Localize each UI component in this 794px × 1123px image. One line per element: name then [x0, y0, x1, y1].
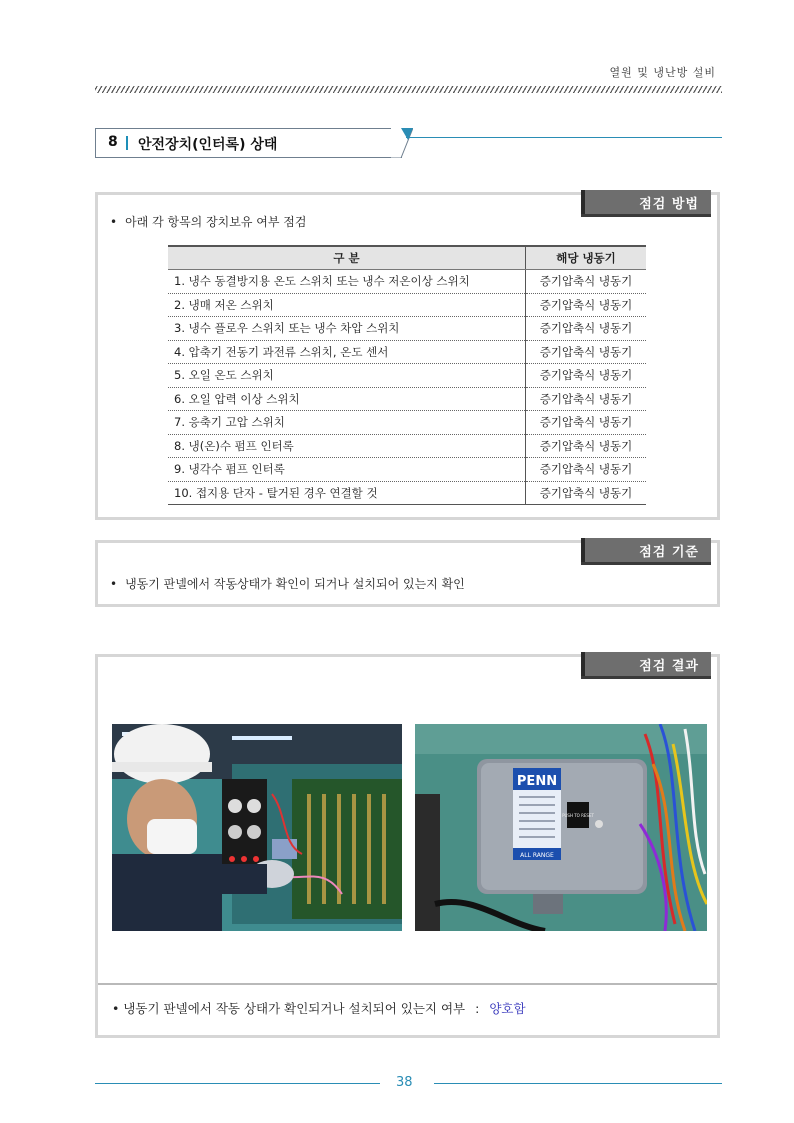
table-row	[168, 364, 646, 388]
table-cell-item: 7. 응축기 고압 스위치	[168, 411, 526, 435]
table-cell-item: 6. 오일 압력 이상 스위치	[168, 387, 526, 411]
reset-button-text: PUSH TO RESET	[562, 813, 594, 818]
table-row	[168, 387, 646, 411]
criteria-bullet	[110, 575, 465, 592]
footer-rule-left	[95, 1083, 380, 1084]
table-row	[168, 481, 646, 505]
method-bullet-text: 아래 각 항목의 장치보유 여부 점검	[125, 215, 307, 229]
table-cell-chiller: 증기압축식 냉동기	[526, 340, 647, 364]
section-divider-bar	[126, 136, 128, 150]
section-title: 안전장치(인터록) 상태	[138, 137, 278, 153]
bullet-icon: •	[110, 577, 118, 591]
table-cell-chiller: 증기압축식 냉동기	[526, 317, 647, 341]
penn-pressure-switch-photo	[415, 724, 707, 931]
table-row	[168, 293, 646, 317]
table-cell-item: 2. 냉매 저온 스위치	[168, 293, 526, 317]
running-header: 열원 및 냉난방 설비	[609, 66, 716, 79]
table-row	[168, 434, 646, 458]
table-cell-chiller: 증기압축식 냉동기	[526, 293, 647, 317]
section-title-arrow-icon	[391, 128, 413, 158]
table-cell-item: 10. 접지용 단자 - 탈거된 경우 연결할 것	[168, 481, 526, 505]
table-cell-chiller: 증기압축식 냉동기	[526, 434, 647, 458]
section-title-rule	[406, 137, 722, 138]
table-cell-item: 9. 냉각수 펌프 인터록	[168, 458, 526, 482]
worker-inspecting-panel-photo	[112, 724, 402, 931]
result-separator-colon: :	[475, 1001, 480, 1016]
method-tag: 점검 방법	[581, 190, 711, 214]
penn-range-text: ALL RANGE	[520, 852, 554, 859]
result-box	[95, 654, 720, 1038]
table-cell-chiller: 증기압축식 냉동기	[526, 364, 647, 388]
result-separator	[98, 983, 717, 985]
header-hatch-divider	[95, 86, 722, 93]
table-cell-chiller: 증기압축식 냉동기	[526, 458, 647, 482]
criteria-tag: 점검 기준	[581, 538, 711, 562]
table-header-chiller: 해당 냉동기	[526, 246, 647, 270]
penn-logo-text: PENN	[516, 774, 558, 789]
footer-rule-right	[434, 1083, 722, 1084]
table-cell-item: 5. 오일 온도 스위치	[168, 364, 526, 388]
device-table	[168, 245, 646, 505]
table-cell-item: 4. 압축기 전동기 과전류 스위치, 온도 센서	[168, 340, 526, 364]
table-row	[168, 317, 646, 341]
table-row	[168, 458, 646, 482]
table-cell-chiller: 증기압축식 냉동기	[526, 481, 647, 505]
table-row	[168, 411, 646, 435]
table-cell-chiller: 증기압축식 냉동기	[526, 387, 647, 411]
criteria-bullet-text: 냉동기 판넬에서 작동상태가 확인이 되거나 설치되어 있는지 확인	[125, 577, 465, 591]
result-line	[112, 999, 526, 1017]
result-tag: 점검 결과	[581, 652, 711, 676]
table-cell-item: 1. 냉수 동결방지용 온도 스위치 또는 냉수 저온이상 스위치	[168, 270, 526, 294]
result-text: 냉동기 판넬에서 작동 상태가 확인되거나 설치되어 있는지 여부	[123, 1001, 466, 1016]
table-header-category: 구 분	[168, 246, 526, 270]
table-row	[168, 270, 646, 294]
page-number: 38	[396, 1075, 413, 1090]
bullet-icon: •	[110, 215, 118, 229]
table-cell-chiller: 증기압축식 냉동기	[526, 270, 647, 294]
method-box	[95, 192, 720, 520]
section-number: 8	[108, 134, 118, 150]
bullet-icon: •	[112, 1001, 120, 1016]
section-title-box	[95, 128, 402, 158]
table-cell-item: 3. 냉수 플로우 스위치 또는 냉수 차압 스위치	[168, 317, 526, 341]
table-cell-item: 8. 냉(온)수 펌프 인터록	[168, 434, 526, 458]
method-bullet	[110, 213, 306, 230]
table-row	[168, 340, 646, 364]
criteria-box	[95, 540, 720, 607]
table-cell-chiller: 증기압축식 냉동기	[526, 411, 647, 435]
result-value: 양호함	[489, 1001, 526, 1016]
